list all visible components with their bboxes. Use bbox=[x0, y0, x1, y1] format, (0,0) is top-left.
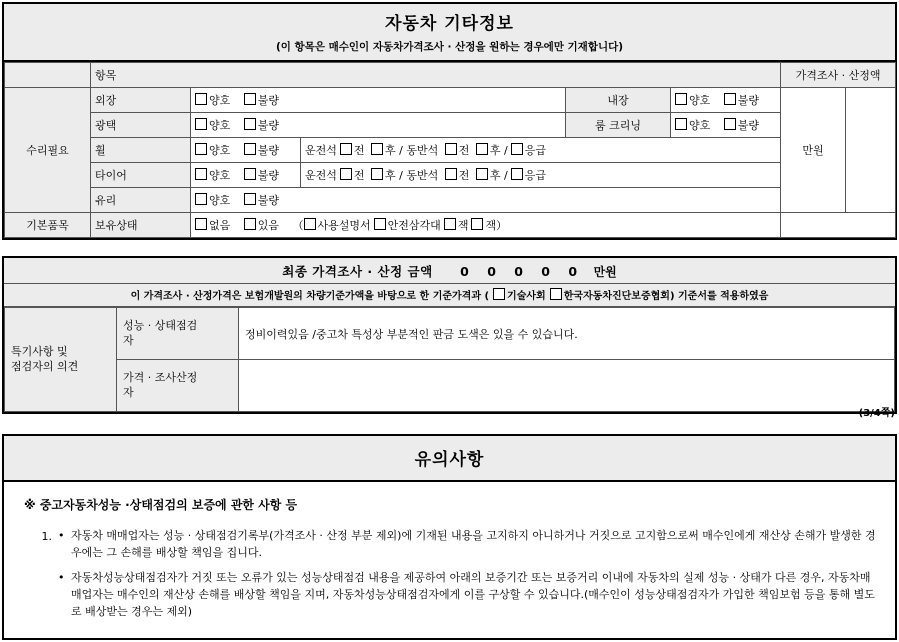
wheel-rear-passenger-label: 후 / 동반석 bbox=[385, 144, 439, 157]
extra-info-title-bar bbox=[4, 4, 895, 62]
extra-info-table bbox=[4, 62, 896, 238]
opinion-price-label bbox=[117, 360, 239, 412]
opinion-row-price bbox=[5, 360, 895, 412]
wheel-rear2-label: 후 / bbox=[489, 144, 508, 157]
option-label: 양호 bbox=[689, 119, 711, 132]
tire-position-options bbox=[301, 163, 781, 188]
room-cleaning-options bbox=[671, 113, 781, 138]
table-row bbox=[5, 113, 896, 138]
table-row bbox=[5, 88, 896, 113]
price-amount-cell: 만원 bbox=[781, 88, 846, 213]
opinion-performance-line2: 자 bbox=[123, 333, 134, 347]
checkbox-icon[interactable] bbox=[244, 143, 256, 155]
header-price-cell: 가격조사 · 산정액 bbox=[781, 63, 896, 88]
row-label-tire: 타이어 bbox=[91, 163, 191, 188]
glass-options bbox=[191, 188, 781, 213]
bullet-icon: • bbox=[58, 571, 65, 585]
row-label-holding-state: 보유상태 bbox=[91, 213, 191, 238]
bullet-icon: • bbox=[58, 529, 65, 542]
option-label: 양호 bbox=[209, 119, 231, 132]
exterior-good-option[interactable] bbox=[195, 92, 230, 108]
option-label: 양호 bbox=[209, 144, 231, 157]
polish-bad-option[interactable] bbox=[244, 117, 279, 133]
tire-options bbox=[191, 163, 301, 188]
jack-label: 잭 bbox=[457, 219, 469, 232]
option-label: 불량 bbox=[257, 194, 280, 207]
opinion-table bbox=[4, 307, 895, 412]
row-label-polish: 광택 bbox=[91, 113, 191, 138]
final-price-panel bbox=[2, 256, 897, 414]
opinion-row-performance bbox=[5, 308, 895, 360]
glass-bad-option[interactable] bbox=[244, 192, 279, 208]
paren-close: ） bbox=[496, 219, 508, 232]
notice-list bbox=[18, 527, 881, 628]
wheel-options bbox=[191, 138, 301, 163]
tire-bad-option[interactable] bbox=[244, 167, 279, 183]
row-group-repair-label: 수리필요 bbox=[5, 88, 91, 213]
row-label-interior: 내장 bbox=[566, 88, 671, 113]
row-label-exterior: 외장 bbox=[91, 88, 191, 113]
option-label: 있음 bbox=[257, 219, 280, 232]
checkbox-icon[interactable] bbox=[340, 168, 352, 180]
exterior-bad-option[interactable] bbox=[244, 92, 279, 108]
checkbox-icon[interactable] bbox=[550, 288, 562, 300]
paren-open: （ bbox=[292, 219, 304, 232]
table-row bbox=[5, 188, 896, 213]
tire-rear-passenger-label: 후 / 동반석 bbox=[385, 169, 439, 182]
note-option-1: 기술사회 bbox=[507, 291, 546, 302]
basic-none-option[interactable] bbox=[195, 217, 230, 233]
page-number: (3/4쪽) bbox=[858, 408, 895, 419]
opinion-section-label bbox=[5, 308, 117, 412]
final-price-header bbox=[4, 258, 895, 284]
notice-bullet-text: 자동차 매매업자는 성능 · 상태점검기록부(가격조사 · 산정 부분 제외)에 기재된 내용을 고지하지 아니하거나 거짓으로 고지함으로써 매수인에게 재산상 손해가 발생한 경우에는 그 손해를 배상할 책임을 집니다. bbox=[71, 529, 876, 560]
checkbox-icon[interactable] bbox=[195, 218, 207, 230]
notice-heading: ※ 중고자동차성능 ·상태점검의 보증에 관한 사항 등 bbox=[24, 498, 298, 512]
option-label: 없음 bbox=[209, 219, 231, 232]
interior-bad-option[interactable] bbox=[724, 92, 759, 108]
room-cleaning-bad-option[interactable] bbox=[724, 117, 759, 133]
row-label-glass: 유리 bbox=[91, 188, 191, 213]
opinion-price-line1: 가격 · 조사산정 bbox=[123, 371, 198, 385]
notice-item-number: 1. bbox=[41, 530, 52, 543]
checkbox-icon[interactable] bbox=[511, 168, 523, 180]
table-row bbox=[5, 138, 896, 163]
wheel-bad-option[interactable] bbox=[244, 142, 279, 158]
option-label: 불량 bbox=[737, 119, 760, 132]
notice-panel bbox=[2, 434, 897, 640]
extra-info-panel bbox=[2, 2, 897, 240]
table-row bbox=[5, 163, 896, 188]
option-label: 양호 bbox=[209, 94, 231, 107]
checkbox-icon[interactable] bbox=[476, 168, 488, 180]
price-blank-cell bbox=[846, 88, 896, 213]
checkbox-icon[interactable] bbox=[244, 218, 256, 230]
checkbox-icon[interactable] bbox=[195, 93, 207, 105]
tire-front-label: 전 bbox=[353, 169, 365, 182]
final-price-digits[interactable]: 0 0 0 0 0 bbox=[460, 264, 585, 279]
final-price-unit: 만원 bbox=[593, 265, 617, 279]
header-item-cell: 항목 bbox=[91, 63, 781, 88]
table-header-row bbox=[5, 63, 896, 88]
final-price-note bbox=[4, 284, 895, 307]
opinion-label-line1: 특기사항 및 bbox=[11, 344, 68, 358]
checkbox-icon[interactable] bbox=[195, 168, 207, 180]
checkbox-icon[interactable] bbox=[371, 143, 383, 155]
wheel-driver-label: 운전석 bbox=[305, 144, 337, 157]
option-label: 양호 bbox=[689, 94, 711, 107]
checkbox-icon[interactable] bbox=[340, 143, 352, 155]
checkbox-icon[interactable] bbox=[444, 218, 456, 230]
room-cleaning-good-option[interactable] bbox=[675, 117, 710, 133]
option-label: 불량 bbox=[257, 169, 280, 182]
opinion-price-line2: 자 bbox=[123, 385, 134, 399]
notice-bullets bbox=[58, 527, 881, 628]
glass-good-option[interactable] bbox=[195, 192, 230, 208]
opinion-performance-label bbox=[117, 308, 239, 360]
opinion-label-line2: 점검자의 의견 bbox=[11, 359, 79, 373]
notice-bullet-text: 자동차성능상태점검자가 거짓 또는 오류가 있는 성능상태점검 내용을 제공하여 아래의 보증기간 또는 보증거리 이내에 자동차의 실제 성능 · 상태가 다른 경우, 자동차매매업자는 매수인의 재산상 손해를 배상할 책임을 지며, 자동차성능상태점검자에게 이를 구상할 수 있습니다.(매수인이 성능상태점검자가 가입한 책임보험 등을 통해 별도로 배상받는 경우는 제외) bbox=[71, 571, 875, 619]
checkbox-icon[interactable] bbox=[471, 218, 483, 230]
opinion-performance-text[interactable]: 정비이력있음 /중고차 특성상 부분적인 판금 도색은 있을 수 있습니다. bbox=[239, 308, 895, 360]
checkbox-icon[interactable] bbox=[445, 143, 457, 155]
list-item bbox=[58, 569, 881, 620]
opinion-performance-line1: 성능 · 상태점검 bbox=[123, 319, 198, 333]
checkbox-icon[interactable] bbox=[244, 168, 256, 180]
checkbox-icon[interactable] bbox=[724, 93, 736, 105]
exterior-options bbox=[191, 88, 566, 113]
checkbox-icon[interactable] bbox=[445, 168, 457, 180]
note-suffix: ) 기준서를 적용하였음 bbox=[669, 291, 769, 302]
option-label: 불량 bbox=[257, 144, 280, 157]
checkbox-icon[interactable] bbox=[371, 168, 383, 180]
header-blank-cell bbox=[5, 63, 91, 88]
extra-info-title: 자동차 기타정보 bbox=[385, 14, 514, 34]
row-label-wheel: 휠 bbox=[91, 138, 191, 163]
checkbox-icon[interactable] bbox=[476, 143, 488, 155]
basic-item-options bbox=[191, 213, 781, 238]
option-label: 불량 bbox=[737, 94, 760, 107]
checkbox-icon[interactable] bbox=[195, 118, 207, 130]
interior-good-option[interactable] bbox=[675, 92, 710, 108]
checkbox-icon[interactable] bbox=[511, 143, 523, 155]
checkbox-icon[interactable] bbox=[195, 143, 207, 155]
option-label: 양호 bbox=[209, 169, 231, 182]
checkbox-icon[interactable] bbox=[675, 118, 687, 130]
wheel-front2-label: 전 bbox=[458, 144, 470, 157]
extra-info-subtitle: (이 항목은 매수인이 자동차가격조사 · 산정을 원하는 경우에만 기재합니다) bbox=[275, 41, 624, 53]
checkbox-icon[interactable] bbox=[244, 118, 256, 130]
wheel-position-options bbox=[301, 138, 781, 163]
wheel-spare-label: 응급 bbox=[524, 144, 546, 157]
note-prefix: 이 가격조사 · 산정가격은 보험개발원의 차량기준가액을 바탕으로 한 기준가격과 ( bbox=[130, 291, 490, 302]
tire-driver-label: 운전석 bbox=[305, 169, 337, 182]
polish-options bbox=[191, 113, 566, 138]
checkbox-icon[interactable] bbox=[724, 118, 736, 130]
basic-have-option[interactable] bbox=[244, 217, 279, 233]
checkbox-icon[interactable] bbox=[493, 288, 505, 300]
row-group-basic-label: 기본품목 bbox=[5, 213, 91, 238]
checkbox-icon[interactable] bbox=[195, 193, 207, 205]
final-price-label: 최종 가격조사 · 산정 금액 bbox=[282, 264, 433, 279]
option-label: 양호 bbox=[209, 194, 231, 207]
table-row bbox=[5, 213, 896, 238]
tire-good-option[interactable] bbox=[195, 167, 230, 183]
polish-good-option[interactable] bbox=[195, 117, 230, 133]
basic-price-blank-cell bbox=[781, 213, 896, 238]
option-label: 불량 bbox=[257, 119, 280, 132]
wheel-front-label: 전 bbox=[353, 144, 365, 157]
option-label: 불량 bbox=[257, 94, 280, 107]
list-item bbox=[58, 527, 881, 561]
wheel-good-option[interactable] bbox=[195, 142, 230, 158]
checkbox-icon[interactable] bbox=[675, 93, 687, 105]
notice-title: 유의사항 bbox=[4, 436, 895, 482]
tire-front2-label: 전 bbox=[458, 169, 470, 182]
triangle-label: 안전삼각대 bbox=[387, 219, 441, 232]
interior-options bbox=[671, 88, 781, 113]
note-option-2: 한국자동차진단보증협회 bbox=[563, 291, 670, 302]
row-label-room-cleaning: 룸 크리닝 bbox=[566, 113, 671, 138]
tire-spare-label: 응급 bbox=[524, 169, 546, 182]
opinion-price-text[interactable] bbox=[239, 360, 895, 412]
jack2-label: 잭 bbox=[485, 219, 497, 232]
notice-body bbox=[4, 482, 895, 628]
tire-rear2-label: 후 / bbox=[489, 169, 508, 182]
checkbox-icon[interactable] bbox=[244, 93, 256, 105]
checkbox-icon[interactable] bbox=[304, 218, 316, 230]
checkbox-icon[interactable] bbox=[244, 193, 256, 205]
manual-label: 사용설명서 bbox=[317, 219, 371, 232]
checkbox-icon[interactable] bbox=[374, 218, 386, 230]
